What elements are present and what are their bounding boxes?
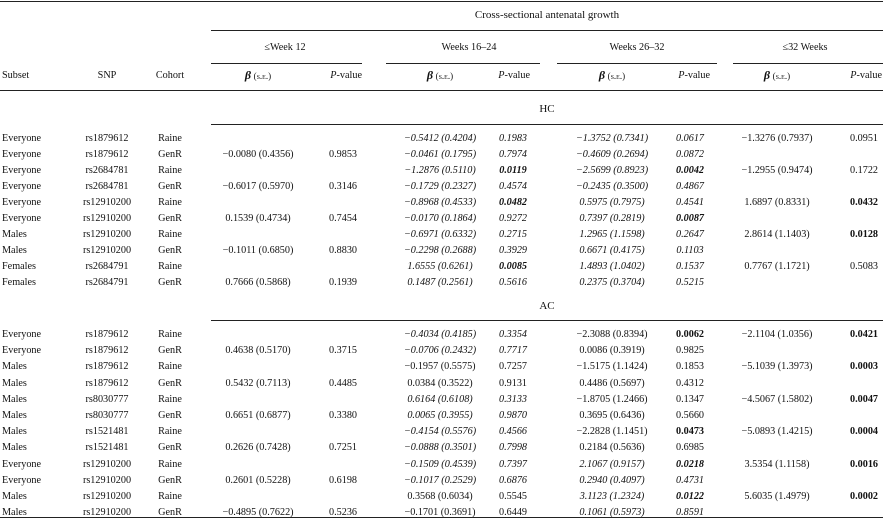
cell-beta-se: −0.6017 (0.5970) <box>222 181 294 192</box>
cell-beta-se: 0.6164 (0.6108) <box>407 394 473 405</box>
cell-pvalue: 0.1853 <box>675 361 705 372</box>
cell-beta-se: −0.6971 (0.6332) <box>403 229 477 240</box>
cell-beta-se: 3.1123 (1.2324) <box>579 491 645 502</box>
cell-beta-se: −0.0461 (0.1795) <box>403 149 477 160</box>
column-header-subset: Subset <box>2 70 30 81</box>
cell-beta-se: −2.2828 (1.1451) <box>576 426 648 437</box>
cell-pvalue: 0.4867 <box>675 181 705 192</box>
cell-subset: Everyone <box>2 345 42 356</box>
cell-pvalue: 0.7397 <box>498 459 528 470</box>
cell-beta-se: −1.8705 (1.2466) <box>576 394 648 405</box>
cell-cohort: Raine <box>158 491 182 502</box>
se-label: (s.e.) <box>435 71 454 81</box>
cell-beta-se: −0.5412 (0.4204) <box>403 133 477 144</box>
beta-symbol: β <box>763 68 771 82</box>
cell-cohort: GenR <box>158 181 182 192</box>
cell-pvalue: 0.9825 <box>675 345 705 356</box>
cell-pvalue: 0.2715 <box>498 229 528 240</box>
cell-pvalue: 0.4485 <box>328 378 358 389</box>
section-rule <box>211 320 883 321</box>
cell-cohort: Raine <box>158 329 182 340</box>
cell-cohort: Raine <box>158 197 182 208</box>
cell-snp: rs12910200 <box>82 229 132 240</box>
cell-cohort: GenR <box>158 507 182 518</box>
period-header: ≤Week 12 <box>264 42 306 53</box>
cell-beta-se: 0.7666 (0.5868) <box>225 277 291 288</box>
cell-snp: rs12910200 <box>82 213 132 224</box>
cell-subset: Males <box>2 507 27 518</box>
period-header-rule <box>733 63 883 64</box>
cell-pvalue: 0.4312 <box>675 378 705 389</box>
cell-beta-se: −0.0706 (0.2432) <box>403 345 477 356</box>
cell-beta-se: −0.1509 (0.4539) <box>403 459 477 470</box>
cell-beta-se: −0.2435 (0.3500) <box>575 181 649 192</box>
cell-beta-se: −0.0080 (0.4356) <box>222 149 294 160</box>
cell-cohort: GenR <box>158 277 182 288</box>
cell-pvalue: 0.0062 <box>675 329 705 340</box>
section-title: AC <box>539 300 555 312</box>
cell-snp: rs12910200 <box>82 245 132 256</box>
cell-pvalue: 0.7998 <box>498 442 528 453</box>
header-bottom-rule <box>0 90 883 91</box>
cell-snp: rs2684791 <box>85 261 129 272</box>
cell-subset: Males <box>2 491 27 502</box>
cell-beta-se: 0.5432 (0.7113) <box>225 378 291 389</box>
cell-subset: Males <box>2 245 27 256</box>
cell-beta-se: −0.2298 (0.2688) <box>403 245 477 256</box>
cell-pvalue: 0.1939 <box>328 277 358 288</box>
cell-beta-se: −2.3088 (0.8394) <box>576 329 648 340</box>
cell-cohort: Raine <box>158 394 182 405</box>
cell-cohort: Raine <box>158 229 182 240</box>
cell-beta-se: −0.1701 (0.3691) <box>404 507 476 518</box>
cell-pvalue: 0.8830 <box>328 245 358 256</box>
cell-pvalue: 0.4731 <box>675 475 705 486</box>
se-label: (s.e.) <box>607 71 626 81</box>
cell-subset: Everyone <box>2 475 42 486</box>
cell-beta-se: 0.7767 (1.1721) <box>744 261 810 272</box>
cell-pvalue: 0.5616 <box>498 277 528 288</box>
cell-snp: rs1879612 <box>85 133 129 144</box>
cell-pvalue: 0.7257 <box>498 361 528 372</box>
beta-se-header <box>245 69 271 83</box>
cell-beta-se: 0.5975 (0.7975) <box>579 197 645 208</box>
cell-cohort: GenR <box>158 378 182 389</box>
cell-cohort: Raine <box>158 426 182 437</box>
cell-pvalue: 0.0087 <box>675 213 705 224</box>
cell-pvalue: 0.0122 <box>675 491 705 502</box>
cell-beta-se: 1.6897 (0.8331) <box>744 197 810 208</box>
cell-cohort: GenR <box>158 213 182 224</box>
cell-beta-se: 0.2626 (0.7428) <box>225 442 291 453</box>
cell-pvalue: 0.7454 <box>328 213 358 224</box>
cell-subset: Everyone <box>2 213 42 224</box>
cell-beta-se: 0.2601 (0.5228) <box>225 475 291 486</box>
cell-beta-se: −0.0888 (0.3501) <box>403 442 477 453</box>
se-label: (s.e.) <box>772 71 791 81</box>
cell-pvalue: 0.0042 <box>675 165 705 176</box>
cell-beta-se: −0.4154 (0.5576) <box>403 426 477 437</box>
column-header-cohort: Cohort <box>155 70 185 81</box>
cell-beta-se: −5.1039 (1.3973) <box>741 361 813 372</box>
beta-symbol: β <box>598 68 606 82</box>
cell-snp: rs2684781 <box>85 181 129 192</box>
cell-subset: Males <box>2 361 27 372</box>
pvalue-header: P-value <box>678 70 710 81</box>
group-header-rule <box>211 30 883 31</box>
cell-beta-se: −1.3752 (0.7341) <box>575 133 649 144</box>
cell-pvalue: 0.4541 <box>675 197 705 208</box>
cell-pvalue: 0.7251 <box>328 442 358 453</box>
cell-pvalue: 0.3380 <box>328 410 358 421</box>
cell-pvalue: 0.0128 <box>849 229 879 240</box>
column-header-snp: SNP <box>97 70 117 81</box>
cell-beta-se: −1.5175 (1.1424) <box>576 361 648 372</box>
se-label: (s.e.) <box>253 71 272 81</box>
cell-pvalue: 0.5236 <box>328 507 358 518</box>
cell-pvalue: 0.6198 <box>328 475 358 486</box>
cell-snp: rs1521481 <box>85 442 129 453</box>
cell-pvalue: 0.0085 <box>498 261 528 272</box>
group-header: Cross-sectional antenatal growth <box>474 9 620 21</box>
cell-pvalue: 0.6985 <box>675 442 705 453</box>
cell-cohort: Raine <box>158 459 182 470</box>
cell-pvalue: 0.2647 <box>675 229 705 240</box>
cell-subset: Males <box>2 378 27 389</box>
cell-cohort: GenR <box>158 475 182 486</box>
cell-subset: Everyone <box>2 459 42 470</box>
cell-beta-se: −4.5067 (1.5802) <box>741 394 813 405</box>
cell-pvalue: 0.7974 <box>498 149 528 160</box>
cell-beta-se: 0.3568 (0.6034) <box>407 491 473 502</box>
cell-pvalue: 0.0421 <box>849 329 879 340</box>
cell-beta-se: 5.6035 (1.4979) <box>744 491 810 502</box>
cell-beta-se: 1.6555 (0.6261) <box>407 261 473 272</box>
cell-snp: rs12910200 <box>82 491 132 502</box>
period-header: Weeks 16–24 <box>441 42 497 53</box>
cell-subset: Males <box>2 410 27 421</box>
cell-pvalue: 0.3715 <box>328 345 358 356</box>
cell-beta-se: −0.0170 (0.1864) <box>403 213 477 224</box>
cell-pvalue: 0.5083 <box>849 261 879 272</box>
cell-cohort: Raine <box>158 165 182 176</box>
cell-beta-se: 0.7397 (0.2819) <box>579 213 645 224</box>
beta-symbol: β <box>426 68 434 82</box>
cell-pvalue: 0.3354 <box>498 329 528 340</box>
cell-subset: Males <box>2 442 27 453</box>
cell-pvalue: 0.9131 <box>498 378 528 389</box>
cell-beta-se: −0.4034 (0.4185) <box>403 329 477 340</box>
cell-pvalue: 0.0617 <box>675 133 705 144</box>
cell-beta-se: 0.0086 (0.3919) <box>579 345 645 356</box>
cell-snp: rs1879612 <box>85 329 129 340</box>
cell-pvalue: 0.9853 <box>328 149 358 160</box>
cell-cohort: GenR <box>158 149 182 160</box>
cell-pvalue: 0.1983 <box>498 133 528 144</box>
cell-cohort: GenR <box>158 245 182 256</box>
cell-pvalue: 0.0872 <box>675 149 705 160</box>
cell-snp: rs1879612 <box>85 345 129 356</box>
cell-pvalue: 0.0119 <box>499 165 527 176</box>
cell-snp: rs12910200 <box>82 197 132 208</box>
cell-pvalue: 0.3133 <box>498 394 528 405</box>
cell-beta-se: 3.5354 (1.1158) <box>744 459 810 470</box>
cell-pvalue: 0.9870 <box>498 410 528 421</box>
cell-beta-se: −0.1957 (0.5575) <box>404 361 476 372</box>
beta-se-header <box>599 69 625 83</box>
cell-snp: rs1521481 <box>85 426 129 437</box>
cell-pvalue: 0.0482 <box>498 197 528 208</box>
cell-subset: Everyone <box>2 149 42 160</box>
cell-pvalue: 0.6876 <box>498 475 528 486</box>
cell-subset: Everyone <box>2 165 42 176</box>
cell-pvalue: 0.0002 <box>849 491 879 502</box>
cell-cohort: Raine <box>158 361 182 372</box>
pvalue-header: P-value <box>498 70 530 81</box>
cell-beta-se: 0.2940 (0.4097) <box>579 475 645 486</box>
cell-beta-se: 0.4638 (0.5170) <box>225 345 291 356</box>
cell-pvalue: 0.5660 <box>675 410 705 421</box>
cell-snp: rs2684791 <box>85 277 129 288</box>
cell-snp: rs1879612 <box>85 149 129 160</box>
cell-subset: Males <box>2 394 27 405</box>
cell-beta-se: 0.0065 (0.3955) <box>407 410 473 421</box>
cell-pvalue: 0.8591 <box>675 507 705 518</box>
period-header: Weeks 26–32 <box>609 42 665 53</box>
cell-pvalue: 0.4574 <box>498 181 528 192</box>
cell-cohort: GenR <box>158 410 182 421</box>
cell-beta-se: 0.4486 (0.5697) <box>579 378 645 389</box>
cell-beta-se: 1.2965 (1.1598) <box>579 229 645 240</box>
cell-pvalue: 0.4566 <box>498 426 528 437</box>
cell-snp: rs2684781 <box>85 165 129 176</box>
beta-se-header <box>427 69 453 83</box>
cell-beta-se: −5.0893 (1.4215) <box>741 426 813 437</box>
period-header-rule <box>211 63 362 64</box>
cell-pvalue: 0.0003 <box>849 361 879 372</box>
cell-beta-se: −0.1729 (0.2327) <box>403 181 477 192</box>
pvalue-letter: P <box>330 70 337 81</box>
cell-beta-se: −0.4895 (0.7622) <box>222 507 294 518</box>
table-top-rule <box>0 1 883 2</box>
pvalue-letter: P <box>678 70 685 81</box>
cell-beta-se: 0.2375 (0.3704) <box>579 277 645 288</box>
cell-beta-se: −0.8968 (0.4533) <box>403 197 477 208</box>
cell-beta-se: 0.6671 (0.4175) <box>579 245 645 256</box>
cell-pvalue: 0.1722 <box>849 165 879 176</box>
cell-beta-se: 2.8614 (1.1403) <box>744 229 810 240</box>
cell-beta-se: −2.1104 (1.0356) <box>741 329 813 340</box>
cell-beta-se: −1.2876 (0.5110) <box>404 165 476 176</box>
cell-pvalue: 0.1103 <box>676 245 704 256</box>
cell-snp: rs1879612 <box>85 378 129 389</box>
cell-beta-se: 0.2184 (0.5636) <box>579 442 645 453</box>
cell-beta-se: −0.4609 (0.2694) <box>575 149 649 160</box>
cell-pvalue: 0.1537 <box>675 261 705 272</box>
section-title: HC <box>539 103 555 115</box>
cell-subset: Males <box>2 229 27 240</box>
beta-symbol: β <box>244 68 252 82</box>
cell-snp: rs8030777 <box>85 394 129 405</box>
cell-cohort: GenR <box>158 442 182 453</box>
cell-subset: Females <box>2 277 36 288</box>
cell-beta-se: −0.1011 (0.6850) <box>222 245 294 256</box>
period-header-rule <box>386 63 540 64</box>
cell-beta-se: 1.4893 (1.0402) <box>579 261 645 272</box>
pvalue-header: P-value <box>850 70 882 81</box>
cell-beta-se: 0.3695 (0.6436) <box>579 410 645 421</box>
cell-pvalue: 0.0047 <box>849 394 879 405</box>
cell-pvalue: 0.3929 <box>498 245 528 256</box>
beta-se-header <box>764 69 790 83</box>
cell-subset: Females <box>2 261 36 272</box>
cell-beta-se: 0.1061 (0.5973) <box>579 507 645 518</box>
cell-pvalue: 0.7717 <box>498 345 528 356</box>
pvalue-letter: P <box>498 70 505 81</box>
cell-pvalue: 0.5545 <box>498 491 528 502</box>
cell-beta-se: 2.1067 (0.9157) <box>579 459 645 470</box>
cell-pvalue: 0.0473 <box>675 426 705 437</box>
cell-pvalue: 0.9272 <box>498 213 528 224</box>
cell-beta-se: −1.2955 (0.9474) <box>741 165 813 176</box>
period-header-rule <box>557 63 717 64</box>
cell-pvalue: 0.0432 <box>849 197 879 208</box>
cell-snp: rs8030777 <box>85 410 129 421</box>
cell-beta-se: 0.0384 (0.3522) <box>407 378 473 389</box>
period-header: ≤32 Weeks <box>782 42 828 53</box>
cell-subset: Everyone <box>2 329 42 340</box>
cell-snp: rs12910200 <box>82 459 132 470</box>
cell-beta-se: −1.3276 (0.7937) <box>741 133 813 144</box>
cell-snp: rs12910200 <box>82 475 132 486</box>
cell-beta-se: 0.1539 (0.4734) <box>225 213 291 224</box>
cell-beta-se: 0.6651 (0.6877) <box>225 410 291 421</box>
cell-beta-se: 0.1487 (0.2561) <box>407 277 473 288</box>
cell-cohort: GenR <box>158 345 182 356</box>
cell-subset: Everyone <box>2 197 42 208</box>
cell-pvalue: 0.5215 <box>675 277 705 288</box>
cell-subset: Males <box>2 426 27 437</box>
cell-pvalue: 0.3146 <box>328 181 358 192</box>
cell-pvalue: 0.0951 <box>849 133 879 144</box>
cell-pvalue: 0.1347 <box>675 394 705 405</box>
cell-subset: Everyone <box>2 181 42 192</box>
cell-snp: rs12910200 <box>82 507 132 518</box>
cell-cohort: Raine <box>158 133 182 144</box>
cell-cohort: Raine <box>158 261 182 272</box>
cell-pvalue: 0.0016 <box>849 459 879 470</box>
cell-beta-se: −0.1017 (0.2529) <box>403 475 477 486</box>
section-rule <box>211 124 883 125</box>
table-bottom-rule <box>0 517 883 518</box>
cell-pvalue: 0.0004 <box>849 426 879 437</box>
cell-pvalue: 0.6449 <box>498 507 528 518</box>
cell-beta-se: −2.5699 (0.8923) <box>575 165 649 176</box>
pvalue-letter: P <box>850 70 857 81</box>
cell-snp: rs1879612 <box>85 361 129 372</box>
cell-pvalue: 0.0218 <box>675 459 705 470</box>
cell-subset: Everyone <box>2 133 42 144</box>
pvalue-header: P-value <box>330 70 362 81</box>
